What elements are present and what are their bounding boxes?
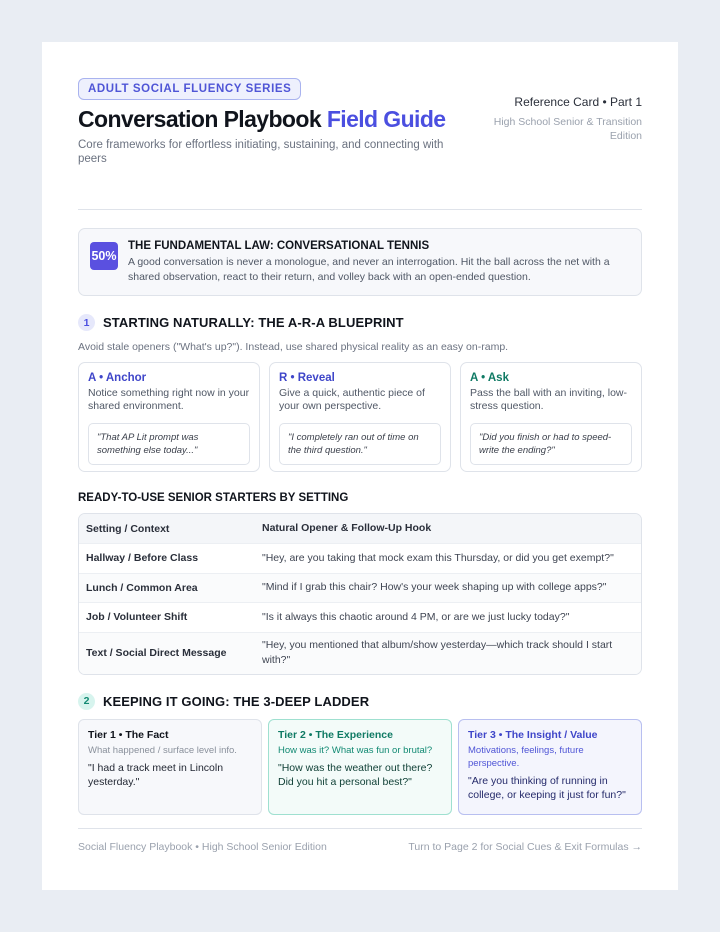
card-title: R • Reveal [279, 372, 335, 384]
ara-card-ask [460, 362, 642, 472]
tier-card-insight [458, 719, 642, 815]
title-accent: Field Guide [326, 106, 446, 132]
percent-badge: 50% [90, 242, 118, 270]
tier-subtitle: How was it? What was fun or brutal? [278, 744, 433, 756]
setting-cell: Text / Social Direct Message [86, 647, 227, 659]
opener-cell: "Hey, you mentioned that album/show yesterday—which track should I start with?" [262, 639, 613, 666]
starters-title: READY-TO-USE SENIOR STARTERS BY SETTING [78, 492, 349, 504]
title-main: Conversation Playbook [78, 106, 322, 132]
tier-subtitle: Motivations, feelings, future perspective. [468, 744, 584, 769]
ara-blueprint [78, 362, 642, 472]
setting-cell: Hallway / Before Class [86, 552, 199, 565]
opener-cell: "Hey, are you taking that mock exam this Thursday, or did you get exempt?" [262, 551, 614, 564]
section-1-heading [78, 314, 642, 331]
section-title: STARTING NATURALLY: THE A-R-A BLUEPRINT [103, 315, 404, 330]
law-text: A good conversation is never a monologue, and never an interrogation. Hit the ball across the net with a shared observation, react to their return, and volley back with an open-ended question. [128, 256, 610, 283]
example-quote: "Did you finish or had to speed-write the ending?" [470, 423, 632, 465]
table-header-row [79, 514, 641, 543]
tier-card-experience [268, 719, 452, 815]
footer [78, 828, 642, 853]
series-badge: ADULT SOCIAL FLUENCY SERIES [78, 78, 301, 100]
three-deep-ladder [78, 719, 642, 815]
footer-edition: Social Fluency Playbook • High School Senior Edition [78, 841, 327, 853]
section-number: 1 [78, 314, 95, 331]
example-quote: "That AP Lit prompt was something else today..." [88, 423, 250, 465]
ara-card-anchor [78, 362, 260, 472]
tier-title: Tier 3 • The Insight / Value [468, 728, 598, 741]
card-title: A • Anchor [88, 372, 147, 384]
opener-cell: "Is it always this chaotic around 4 PM, or are we just lucky today?" [262, 610, 570, 623]
page-subtitle: Core frameworks for effortless initiating, sustaining, and connecting with peers [78, 139, 444, 165]
section-2-heading [78, 693, 642, 710]
section-number: 2 [78, 693, 95, 710]
starters-table [78, 513, 642, 675]
tier-title: Tier 1 • The Fact [88, 728, 169, 741]
footer-next-page: Turn to Page 2 for Social Cues & Exit Formulas → [408, 841, 642, 853]
tier-card-fact [78, 719, 262, 815]
column-header-setting: Setting / Context [86, 522, 170, 535]
section-intro: Avoid stale openers ("What's up?"). Instead, use shared physical reality as an easy on-ramp. [78, 341, 509, 353]
setting-cell: Job / Volunteer Shift [86, 611, 188, 624]
law-title: THE FUNDAMENTAL LAW: CONVERSATIONAL TENNIS [128, 240, 430, 252]
ara-card-reveal [269, 362, 451, 472]
tier-quote: "How was the weather out there? Did you hit a personal best?" [278, 761, 433, 788]
card-description: Give a quick, authentic piece of your own perspective. [279, 387, 425, 412]
tier-subtitle: What happened / surface level info. [88, 744, 237, 756]
example-quote: "I completely ran out of time on the third question." [279, 423, 441, 465]
card-description: Pass the ball with an inviting, low-stress question. [470, 387, 627, 412]
table-row [79, 602, 641, 632]
tier-title: Tier 2 • The Experience [278, 728, 393, 741]
opener-cell: "Mind if I grab this chair? How's your week shaping up with college apps?" [262, 581, 607, 594]
tier-quote: "I had a track meet in Lincoln yesterday." [88, 761, 224, 788]
section-title: KEEPING IT GOING: THE 3-DEEP LADDER [103, 693, 370, 709]
reference-info [472, 95, 642, 143]
table-row [79, 543, 641, 573]
tier-quote: "Are you thinking of running in college, or keeping it just for fun?" [468, 774, 626, 801]
card-title: A • Ask [470, 372, 509, 384]
reference-label: Reference Card • Part 1 [514, 95, 642, 109]
table-row [79, 632, 641, 674]
header [78, 78, 642, 210]
setting-cell: Lunch / Common Area [86, 581, 198, 594]
edition-label: High School Senior & Transition Edition [493, 116, 642, 142]
card-description: Notice something right now in your shared environment. [88, 387, 250, 412]
fundamental-law-callout [78, 228, 642, 296]
table-row [79, 573, 641, 603]
column-header-opener: Natural Opener & Follow-Up Hook [262, 522, 432, 534]
reference-card-page [42, 42, 678, 890]
law-body [128, 240, 629, 285]
